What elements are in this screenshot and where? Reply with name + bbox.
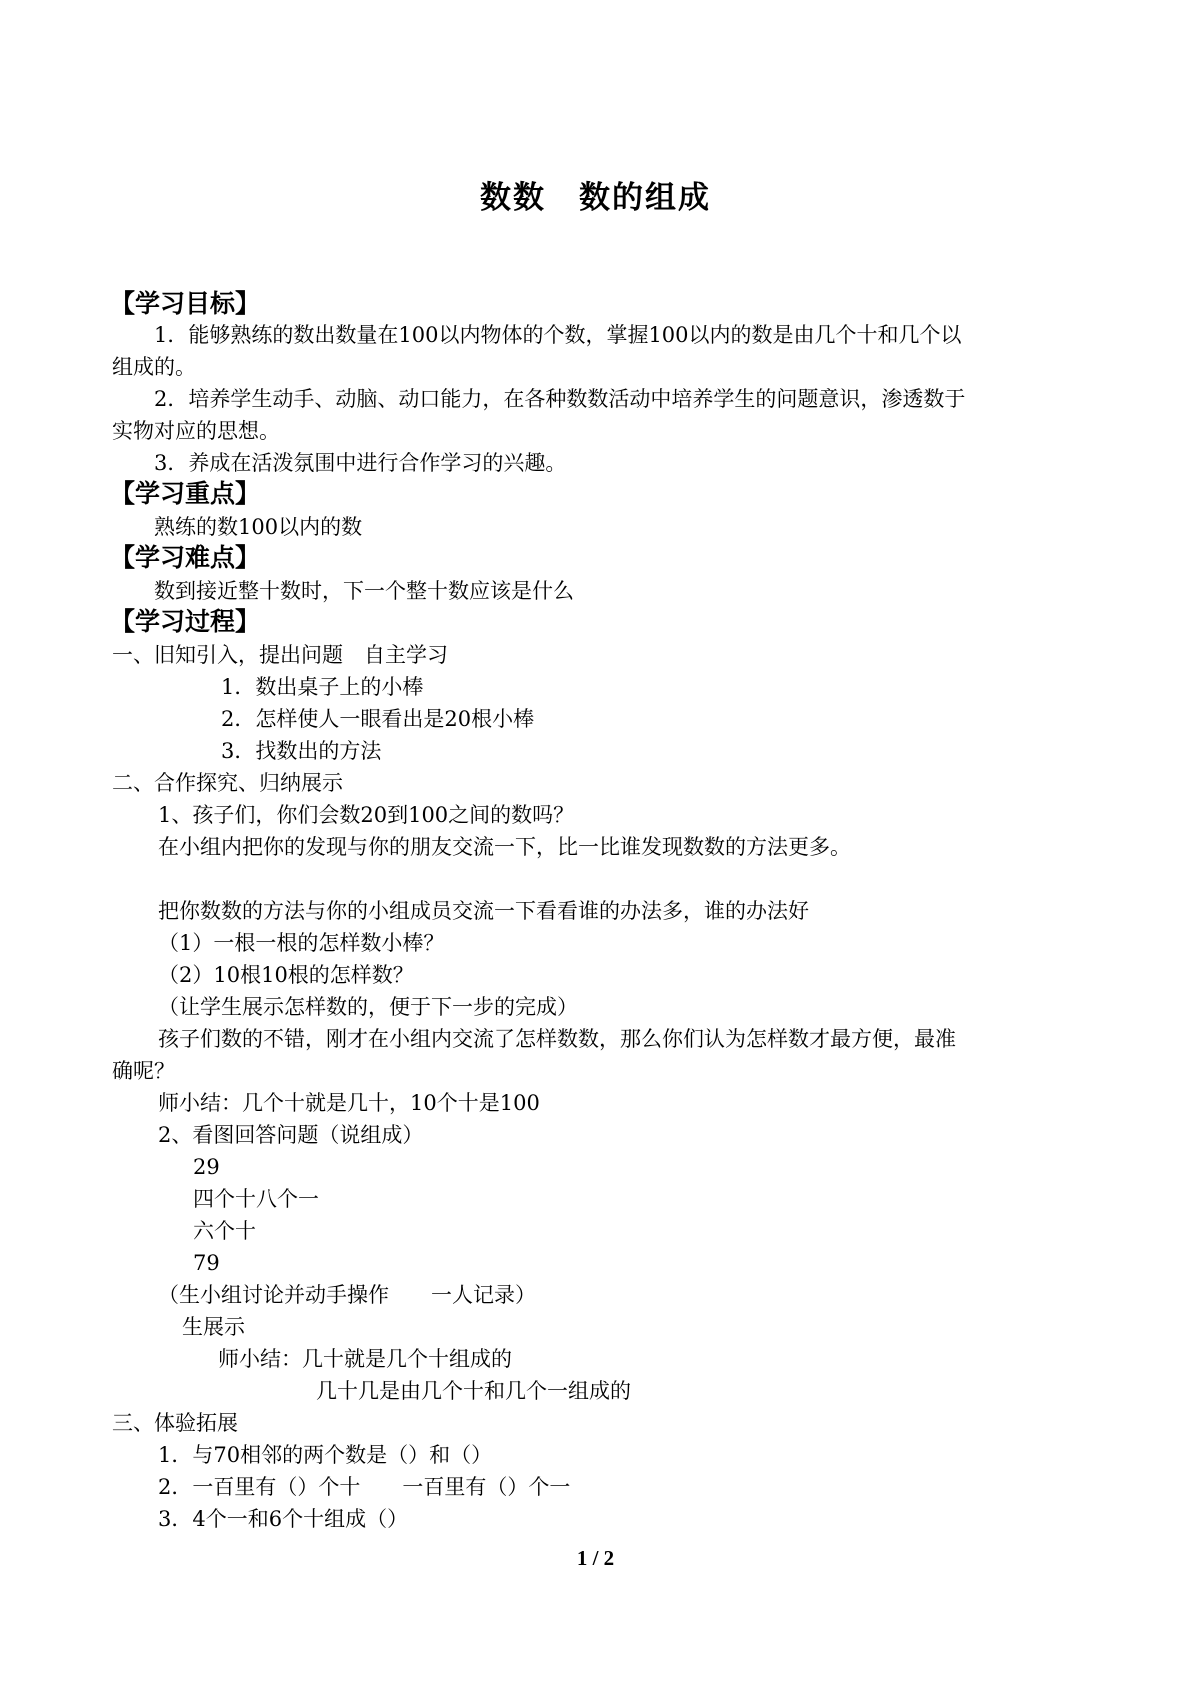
example-29: 29 xyxy=(193,1155,220,1179)
section-2-sub-1: （1）一根一根的怎样数小棒？ xyxy=(158,931,445,955)
example-four-tens-eight-ones: 四个十八个一 xyxy=(193,1187,319,1211)
key-point-text: 熟练的数100以内的数 xyxy=(112,515,363,539)
page-number: 1 / 2 xyxy=(576,1546,615,1570)
goal-2-line-1: 2．培养学生动手、动脑、动口能力，在各种数数活动中培养学生的问题意识，渗透数于 xyxy=(112,387,966,411)
example-79: 79 xyxy=(193,1251,220,1275)
example-six-tens: 六个十 xyxy=(193,1219,256,1243)
teacher-summary-1: 师小结：几个十就是几十，10个十是100 xyxy=(158,1091,540,1115)
heading-learning-goals: 【学习目标】 xyxy=(110,289,261,318)
section-1-item-2: 2．怎样使人一眼看出是20根小棒 xyxy=(221,707,535,731)
exercise-2: 2．一百里有（）个十 一百里有（）个一 xyxy=(158,1475,571,1499)
exercise-1: 1．与70相邻的两个数是（）和（） xyxy=(158,1443,493,1467)
goal-3: 3．养成在活泼氛围中进行合作学习的兴趣。 xyxy=(112,451,567,475)
exercise-3: 3．4个一和6个十组成（） xyxy=(158,1507,409,1531)
goal-1-line-2: 组成的。 xyxy=(112,355,196,379)
teacher-summary-3: 几十几是由几个十和几个一组成的 xyxy=(316,1379,631,1403)
document-title: 数数 数的组成 xyxy=(480,180,711,216)
section-2-instruction: 在小组内把你的发现与你的朋友交流一下，比一比谁发现数数的方法更多。 xyxy=(158,835,851,859)
heading-difficulties: 【学习难点】 xyxy=(110,543,261,572)
difficulty-text: 数到接近整十数时，下一个整十数应该是什么 xyxy=(112,579,574,603)
section-2-sub-2: （2）10根10根的怎样数？ xyxy=(158,963,414,987)
section-1-item-1: 1．数出桌子上的小棒 xyxy=(221,675,424,699)
section-1-item-3: 3．找数出的方法 xyxy=(221,739,382,763)
goal-2-line-2: 实物对应的思想。 xyxy=(112,419,280,443)
teacher-summary-2: 师小结：几十就是几个十组成的 xyxy=(218,1347,512,1371)
section-3-heading: 三、体验拓展 xyxy=(112,1411,238,1435)
student-presentation: 生展示 xyxy=(182,1315,245,1339)
heading-key-points: 【学习重点】 xyxy=(110,479,261,508)
section-2-note: （让学生展示怎样数的，便于下一步的完成） xyxy=(158,995,578,1019)
section-2-question-2: 2、看图回答问题（说组成） xyxy=(158,1123,424,1147)
goal-1-line-1: 1．能够熟练的数出数量在100以内物体的个数，掌握100以内的数是由几个十和几个以 xyxy=(112,323,962,347)
section-2-prompt-line-2: 确呢？ xyxy=(112,1059,175,1083)
section-2-share: 把你数数的方法与你的小组成员交流一下看看谁的办法多，谁的办法好 xyxy=(158,899,809,923)
group-discussion-note: （生小组讨论并动手操作 一人记录） xyxy=(158,1283,536,1307)
section-2-question-1: 1、孩子们，你们会数20到100之间的数吗？ xyxy=(158,803,575,827)
section-2-prompt-line-1: 孩子们数的不错，刚才在小组内交流了怎样数数，那么你们认为怎样数才最方便，最准 xyxy=(158,1027,956,1051)
section-1-heading: 一、旧知引入，提出问题 自主学习 xyxy=(112,643,448,667)
section-2-heading: 二、合作探究、归纳展示 xyxy=(112,771,343,795)
heading-process: 【学习过程】 xyxy=(110,607,261,636)
